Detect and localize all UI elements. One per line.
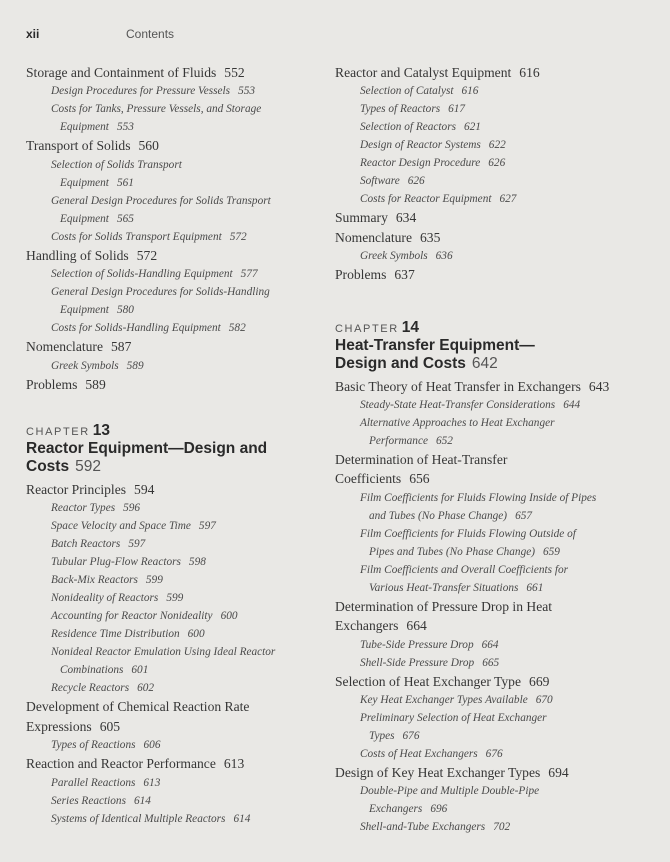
- entry-page-number: 627: [499, 193, 517, 206]
- entry-title: Systems of Identical Multiple Reactors 614: [51, 812, 251, 825]
- entry-title: Handling of Solids 572: [26, 247, 158, 263]
- entry-page-number: 582: [228, 322, 246, 335]
- entry-title: Reactor Types 596: [51, 502, 141, 515]
- toc-left-column: [26, 63, 326, 828]
- entry-title: Shell-and-Tube Exchangers 702: [360, 821, 511, 834]
- entry-title: Batch Reactors 597: [51, 538, 146, 551]
- toc-section-entry[interactable]: [335, 763, 655, 782]
- entry-page-number: 644: [563, 399, 581, 412]
- entry-title: Back-Mix Reactors 599: [51, 574, 163, 587]
- entry-title: Equipment 553: [60, 121, 134, 134]
- entry-title: and Tubes (No Phase Change) 657: [369, 509, 533, 522]
- entry-page-number: 602: [137, 682, 155, 695]
- entry-title: Tube-Side Pressure Drop 664: [360, 638, 499, 651]
- toc-subsection-entry[interactable]: [26, 679, 326, 697]
- entry-page-number: 634: [395, 210, 417, 226]
- entry-title: Software 626: [360, 175, 425, 188]
- entry-title: Various Heat-Transfer Situations 661: [369, 581, 544, 594]
- toc-section-entry[interactable]: [335, 265, 655, 284]
- toc-subsection-entry[interactable]: [26, 228, 326, 246]
- entry-page-number: 599: [145, 574, 163, 587]
- entry-title: Problems 637: [335, 267, 415, 283]
- entry-title: General Design Procedures for Solids Transport: [51, 194, 271, 207]
- entry-page-number: 560: [138, 138, 159, 154]
- entry-title: Storage and Containment of Fluids 552: [26, 65, 245, 80]
- toc-section-entry[interactable]: [335, 63, 655, 82]
- entry-title: Summary 634: [335, 210, 417, 226]
- toc-section-entry[interactable]: [26, 375, 326, 394]
- toc-subsection-entry[interactable]: [335, 489, 655, 525]
- toc-subsection-entry[interactable]: [26, 625, 326, 643]
- entry-title: Exchangers 696: [369, 803, 448, 816]
- chapter-title[interactable]: Reactor Equipment—Design and Costs 592: [26, 440, 268, 476]
- toc-subsection-entry[interactable]: [26, 535, 326, 553]
- entry-page-number: 565: [116, 212, 134, 225]
- entry-page-number: 694: [548, 765, 569, 781]
- entry-page-number: 577: [240, 268, 258, 281]
- toc-subsection-entry[interactable]: [26, 736, 326, 754]
- chapter-title[interactable]: Heat-Transfer Equipment— Design and Costs 642: [335, 336, 535, 372]
- entry-title: Nomenclature 635: [335, 229, 441, 245]
- toc-subsection-entry[interactable]: [26, 319, 326, 337]
- entry-title: Costs for Solids Transport Equipment 572: [51, 230, 247, 243]
- entry-title: Types of Reactors 617: [360, 103, 466, 116]
- entry-title: Shell-Side Pressure Drop 665: [360, 656, 500, 669]
- entry-title: Parallel Reactions 613: [51, 776, 161, 789]
- entry-page-number: 589: [85, 376, 106, 392]
- toc-subsection-entry[interactable]: [26, 265, 326, 283]
- toc-subsection-entry[interactable]: [26, 357, 326, 375]
- toc-subsection-entry[interactable]: [26, 499, 326, 517]
- entry-title: Film Coefficients for Fluids Flowing Outside of: [360, 527, 576, 540]
- entry-title: Film Coefficients and Overall Coefficients for: [360, 563, 569, 576]
- toc-section-entry[interactable]: [26, 480, 326, 499]
- entry-title: Costs for Solids-Handling Equipment 582: [51, 322, 246, 335]
- entry-title: Equipment 561: [60, 176, 134, 189]
- entry-page-number: 664: [481, 638, 499, 651]
- entry-page-number: 552: [224, 65, 245, 80]
- entry-page-number: 599: [166, 592, 184, 605]
- chapter-label: CHAPTER: [335, 322, 399, 335]
- toc-entries: [26, 480, 326, 828]
- entry-title: Nonideal Reactor Emulation Using Ideal Reactor: [51, 646, 276, 659]
- entry-page-number: 596: [123, 502, 141, 515]
- entry-page-number: 702: [493, 821, 511, 834]
- entry-page-number: 553: [238, 85, 256, 98]
- entry-page-number: 601: [131, 664, 149, 677]
- entry-page-number: 621: [464, 121, 481, 134]
- entry-title: Greek Symbols 589: [51, 359, 144, 372]
- entry-title: Costs for Reactor Equipment 627: [360, 193, 517, 206]
- entry-title: Series Reactions 614: [51, 794, 151, 807]
- chapter-number: 13: [92, 422, 111, 440]
- toc-subsection-entry[interactable]: [335, 818, 655, 836]
- toc-subsection-entry[interactable]: [335, 172, 655, 190]
- entry-page-number: 637: [394, 267, 415, 283]
- entry-title: Development of Chemical Reaction Rate: [26, 699, 250, 715]
- entry-page-number: 553: [116, 121, 134, 134]
- toc-section-entry[interactable]: [26, 246, 326, 265]
- chapter-heading-13: [26, 422, 326, 476]
- entry-page-number: 594: [134, 482, 155, 498]
- entry-page-number: 616: [519, 65, 540, 80]
- entry-page-number: 589: [126, 359, 144, 372]
- toc-subsection-entry[interactable]: [26, 792, 326, 810]
- entry-title: Determination of Pressure Drop in Heat: [335, 598, 553, 614]
- entry-title: Reactor Design Procedure 626: [360, 157, 506, 170]
- toc-section-entry[interactable]: [335, 208, 655, 227]
- entry-page-number: 614: [233, 812, 251, 825]
- entry-title: Coefficients 656: [335, 471, 430, 487]
- toc-subsection-entry[interactable]: [335, 709, 655, 745]
- entry-page-number: 661: [526, 581, 544, 594]
- toc-subsection-entry[interactable]: [335, 118, 655, 136]
- toc-subsection-entry[interactable]: [26, 607, 326, 625]
- entry-title: Reactor and Catalyst Equipment 616: [335, 65, 540, 80]
- toc-subsection-entry[interactable]: [335, 782, 655, 818]
- entry-title: Key Heat Exchanger Types Available 670: [360, 694, 553, 707]
- entry-title: Film Coefficients for Fluids Flowing Inside of Pipes: [360, 491, 597, 504]
- entry-page-number: 626: [488, 157, 506, 170]
- entry-title: Double-Pipe and Multiple Double-Pipe: [360, 785, 540, 798]
- entry-page-number: 600: [220, 610, 238, 623]
- entry-title: Nomenclature 587: [26, 339, 132, 355]
- entry-page-number: 580: [116, 304, 134, 317]
- entry-title: General Design Procedures for Solids-Handling: [51, 286, 270, 299]
- entry-title: Pipes and Tubes (No Phase Change) 659: [369, 545, 560, 558]
- toc-section-entry[interactable]: [26, 63, 326, 82]
- entry-page-number: 613: [143, 776, 161, 789]
- running-title: Contents: [126, 27, 175, 41]
- entry-title: Equipment 580: [60, 304, 134, 317]
- entry-page-number: 614: [133, 794, 151, 807]
- entry-page-number: 622: [488, 139, 506, 152]
- entry-page-number: 669: [529, 673, 550, 689]
- entry-page-number: 636: [435, 250, 453, 263]
- entry-title: Steady-State Heat-Transfer Considerations 644: [360, 399, 581, 412]
- entry-page-number: 643: [588, 378, 610, 394]
- toc-section-entry[interactable]: [26, 337, 326, 356]
- toc-subsection-entry[interactable]: [26, 192, 326, 228]
- entry-title: Alternative Approaches to Heat Exchanger: [360, 417, 555, 430]
- chapter-label: CHAPTER: [26, 426, 90, 439]
- entry-title: Selection of Solids-Handling Equipment 577: [51, 268, 258, 281]
- entry-page-number: 657: [515, 509, 533, 522]
- entry-title: Greek Symbols 636: [360, 250, 453, 263]
- entry-title: Tubular Plug-Flow Reactors 598: [51, 556, 206, 569]
- toc-section-entry[interactable]: [26, 697, 326, 736]
- entry-page-number: 561: [116, 176, 134, 189]
- entry-title: Problems 589: [26, 376, 106, 392]
- chapter-page: 642: [471, 354, 498, 372]
- toc-subsection-entry[interactable]: [26, 643, 326, 679]
- toc-subsection-entry[interactable]: [335, 636, 655, 654]
- toc-section-entry[interactable]: [26, 754, 326, 773]
- toc-section-entry[interactable]: [335, 377, 655, 396]
- toc-subsection-entry[interactable]: [26, 517, 326, 535]
- entry-title: Costs for Tanks, Pressure Vessels, and Storage: [51, 103, 262, 116]
- entry-title: Combinations 601: [60, 664, 149, 677]
- entry-page-number: 696: [430, 803, 448, 816]
- entry-page-number: 670: [535, 694, 553, 707]
- toc-subsection-entry[interactable]: [335, 190, 655, 208]
- toc-subsection-entry[interactable]: [335, 100, 655, 118]
- toc-entries: [26, 63, 326, 394]
- toc-section-entry[interactable]: [26, 136, 326, 155]
- toc-subsection-entry[interactable]: [335, 154, 655, 172]
- toc-subsection-entry[interactable]: [335, 396, 655, 414]
- page-number: xii: [26, 27, 40, 41]
- entry-title: Recycle Reactors 602: [51, 682, 155, 695]
- entry-title: Transport of Solids 560: [26, 138, 159, 154]
- entry-page-number: 613: [223, 756, 245, 772]
- entry-title: Basic Theory of Heat Transfer in Exchangers 643: [335, 378, 610, 394]
- entry-title: Design of Key Heat Exchanger Types 694: [335, 765, 569, 781]
- toc-subsection-entry[interactable]: [26, 571, 326, 589]
- toc-subsection-entry[interactable]: [26, 553, 326, 571]
- entry-page-number: 617: [448, 103, 466, 116]
- entry-title: Design Procedures for Pressure Vessels 553: [51, 85, 256, 98]
- toc-subsection-entry[interactable]: [335, 136, 655, 154]
- entry-page-number: 656: [409, 471, 430, 487]
- chapter-number: 14: [401, 318, 420, 336]
- entry-page-number: 600: [187, 628, 205, 641]
- entry-title: Space Velocity and Space Time 597: [51, 520, 216, 533]
- toc-subsection-entry[interactable]: [26, 810, 326, 828]
- toc-subsection-entry[interactable]: [26, 156, 326, 192]
- entry-page-number: 676: [485, 748, 503, 761]
- toc-subsection-entry[interactable]: [26, 82, 326, 100]
- entry-title: Equipment 565: [60, 212, 134, 225]
- toc-subsection-entry[interactable]: [26, 100, 326, 136]
- entry-title: Selection of Catalyst 616: [360, 85, 479, 98]
- entry-title: Exchangers 664: [335, 618, 427, 634]
- toc-subsection-entry[interactable]: [335, 745, 655, 763]
- entry-page-number: 665: [482, 656, 500, 669]
- entry-title: Preliminary Selection of Heat Exchanger: [360, 712, 547, 725]
- entry-title: Accounting for Reactor Nonideality 600: [51, 610, 238, 623]
- toc-subsection-entry[interactable]: [335, 414, 655, 450]
- toc-subsection-entry[interactable]: [26, 774, 326, 792]
- entry-page-number: 597: [198, 520, 216, 533]
- entry-title: Determination of Heat-Transfer: [335, 452, 508, 468]
- entry-title: Selection of Heat Exchanger Type 669: [335, 673, 550, 689]
- entry-page-number: 597: [128, 538, 146, 551]
- toc-subsection-entry[interactable]: [335, 247, 655, 265]
- entry-page-number: 572: [136, 247, 158, 263]
- toc-subsection-entry[interactable]: [335, 654, 655, 672]
- entry-page-number: 572: [229, 230, 247, 243]
- toc-section-entry[interactable]: [335, 597, 655, 636]
- entry-title: Design of Reactor Systems 622: [360, 139, 506, 152]
- entry-title: Performance 652: [369, 435, 453, 448]
- entry-title: Types of Reactions 606: [51, 739, 161, 752]
- entry-page-number: 598: [188, 556, 206, 569]
- entry-title: Selection of Solids Transport: [51, 158, 182, 171]
- toc-section-entry[interactable]: [335, 672, 655, 691]
- entry-page-number: 659: [543, 545, 560, 558]
- toc-section-entry[interactable]: [335, 450, 655, 489]
- entry-title: Nonideality of Reactors 599: [51, 592, 184, 605]
- toc-subsection-entry[interactable]: [335, 82, 655, 100]
- chapter-heading-14: [335, 319, 655, 373]
- entry-page-number: 664: [406, 618, 427, 634]
- entry-title: Reaction and Reactor Performance 613: [26, 756, 245, 772]
- toc-subsection-entry[interactable]: [26, 283, 326, 319]
- entry-page-number: 676: [402, 730, 420, 743]
- toc-subsection-entry[interactable]: [335, 525, 655, 561]
- entry-page-number: 626: [407, 175, 425, 188]
- entry-page-number: 606: [143, 739, 161, 752]
- entry-title: Selection of Reactors 621: [360, 121, 481, 134]
- toc-subsection-entry[interactable]: [335, 691, 655, 709]
- toc-entries: [335, 377, 655, 837]
- toc-section-entry[interactable]: [335, 228, 655, 247]
- entry-title: Types 676: [369, 730, 420, 743]
- entry-page-number: 587: [111, 339, 132, 355]
- entry-page-number: 652: [435, 435, 453, 448]
- entry-page-number: 635: [420, 229, 441, 245]
- entry-title: Expressions 605: [26, 718, 121, 734]
- chapter-page: 592: [75, 458, 101, 476]
- toc-entries: [335, 63, 655, 285]
- entry-title: Reactor Principles 594: [26, 482, 155, 498]
- toc-subsection-entry[interactable]: [335, 561, 655, 597]
- entry-page-number: 605: [99, 718, 121, 734]
- toc-subsection-entry[interactable]: [26, 589, 326, 607]
- toc-right-column: [335, 63, 655, 836]
- entry-page-number: 616: [461, 85, 479, 98]
- entry-title: Costs of Heat Exchangers 676: [360, 748, 503, 761]
- entry-title: Residence Time Distribution 600: [51, 628, 205, 641]
